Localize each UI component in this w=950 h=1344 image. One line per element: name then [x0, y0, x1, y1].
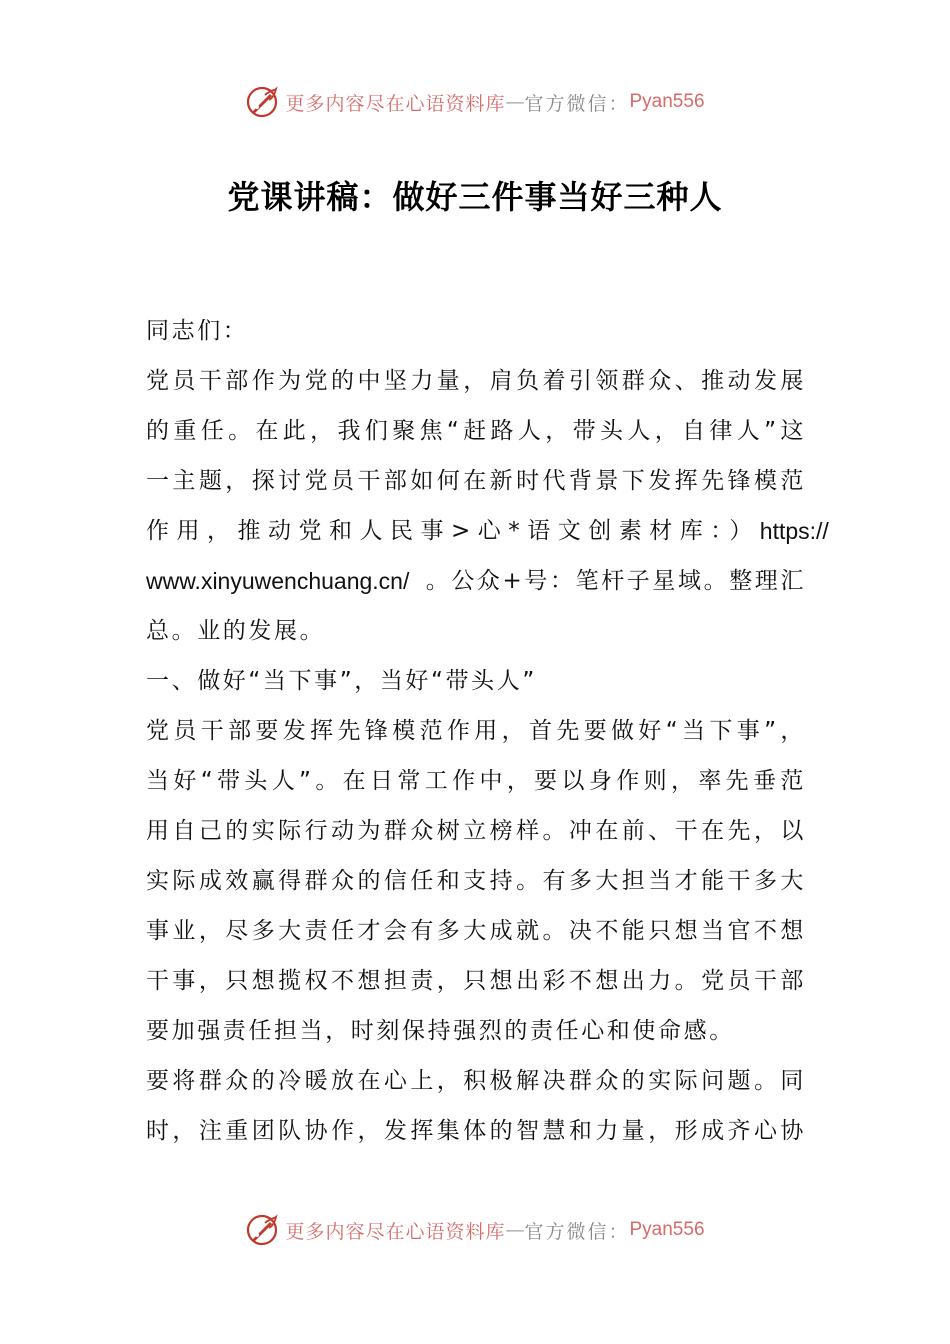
paragraph-line: 党员干部作为党的中坚力量，肩负着引领群众、推动发展: [146, 368, 806, 394]
document-title: 党课讲稿：做好三件事当好三种人: [227, 178, 723, 216]
paragraph-segment: 作用，推动党和人民事>心*语文创素材库：）: [146, 518, 760, 544]
url-prefix: https://: [759, 518, 829, 544]
paragraph-line: 的重任。在此，我们聚焦“赶路人，带头人，自律人”这: [146, 418, 806, 444]
paragraph-segment: 。公众+号：笔杆子星域。整理汇: [425, 568, 806, 594]
paragraph-line: 事业，尽多大责任才会有多大成就。决不能只想当官不想: [146, 918, 806, 944]
quill-pen-logo-icon: [245, 1213, 279, 1247]
paragraph-line: 当好“带头人”。在日常工作中，要以身作则，率先垂范: [146, 768, 806, 794]
banner-wechat-label: 官方微信：: [524, 1220, 630, 1243]
footer-watermark-banner: [0, 1210, 950, 1250]
paragraph-line: 要将群众的冷暖放在心上，积极解决群众的实际问题。同: [146, 1068, 806, 1094]
salutation-line: 同志们：: [146, 318, 249, 344]
section-heading: 一、做好“当下事”，当好“带头人”: [146, 668, 537, 694]
banner-wechat-label: 官方微信：: [524, 92, 630, 115]
quill-pen-logo-icon: [245, 85, 279, 119]
paragraph-line: 时，注重团队协作，发挥集体的智慧和力量，形成齐心协: [146, 1118, 806, 1144]
paragraph-line: 总。业的发展。: [146, 618, 326, 644]
paragraph-line: [146, 506, 829, 556]
paragraph-line: 一主题，探讨党员干部如何在新时代背景下发挥先锋模范: [146, 468, 806, 494]
banner-separator: —: [505, 1219, 525, 1241]
paragraph-line: [146, 556, 806, 606]
banner-slogan: 更多内容尽在心语资料库: [285, 92, 506, 115]
paragraph-line: 要加强责任担当，时刻保持强烈的责任心和使命感。: [146, 1018, 735, 1044]
banner-separator: —: [505, 91, 525, 113]
header-watermark-banner: [0, 82, 950, 122]
banner-slogan: 更多内容尽在心语资料库: [285, 1220, 506, 1243]
document-body: [146, 306, 829, 1156]
paragraph-line: 干事，只想揽权不想担责，只想出彩不想出力。党员干部: [146, 968, 806, 994]
paragraph-line: 党员干部要发挥先锋模范作用，首先要做好“当下事”，: [146, 718, 806, 744]
url-link: www.xinyuwenchuang.cn/: [146, 568, 410, 594]
banner-wechat-id: Pyan556: [629, 1219, 705, 1240]
paragraph-line: 实际成效赢得群众的信任和支持。有多大担当才能干多大: [146, 868, 806, 894]
paragraph-line: 用自己的实际行动为群众树立榜样。冲在前、干在先，以: [146, 818, 806, 844]
banner-wechat-id: Pyan556: [629, 91, 705, 112]
